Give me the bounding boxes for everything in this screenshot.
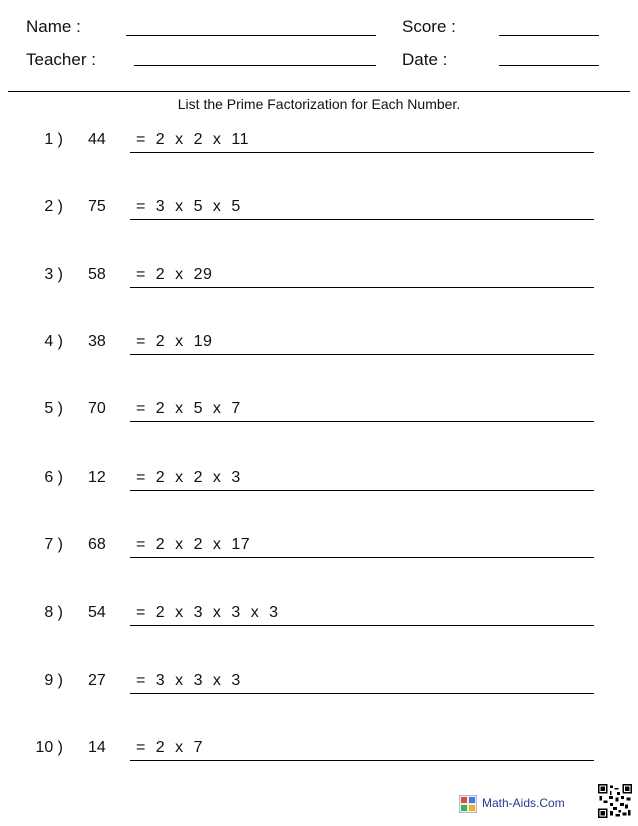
problem-answer[interactable]: = 2 x 29 [136, 266, 213, 283]
teacher-field[interactable] [134, 65, 376, 66]
date-field[interactable] [499, 65, 599, 66]
teacher-label: Teacher : [26, 50, 96, 69]
problem-row [0, 536, 638, 558]
problem-value: 58 [88, 266, 106, 283]
problem-value: 70 [88, 400, 106, 417]
site-link[interactable]: Math-Aids.Com [482, 796, 565, 810]
problem-value: 27 [88, 672, 106, 689]
header-divider [8, 91, 630, 92]
problem-row [0, 266, 638, 288]
problem-number: 9 ) [44, 672, 63, 689]
calculator-icon [459, 795, 477, 813]
problem-row [0, 131, 638, 153]
problem-number: 3 ) [44, 266, 63, 283]
answer-line [130, 152, 594, 153]
problem-value: 68 [88, 536, 106, 553]
problem-number: 7 ) [44, 536, 63, 553]
problem-number: 8 ) [44, 604, 63, 621]
answer-line [130, 625, 594, 626]
problem-row [0, 400, 638, 422]
name-label: Name : [26, 17, 81, 36]
answer-line [130, 760, 594, 761]
problem-row [0, 469, 638, 491]
problem-value: 44 [88, 131, 106, 148]
problem-number: 1 ) [44, 131, 63, 148]
answer-line [130, 219, 594, 220]
problem-row [0, 672, 638, 694]
problem-number: 2 ) [44, 198, 63, 215]
problem-answer[interactable]: = 3 x 3 x 3 [136, 672, 241, 689]
problem-value: 14 [88, 739, 106, 756]
instructions: List the Prime Factorization for Each Number. [177, 96, 461, 112]
answer-line [130, 693, 594, 694]
problem-row [0, 739, 638, 761]
problem-number: 4 ) [44, 333, 63, 350]
score-field[interactable] [499, 35, 599, 36]
problem-row [0, 198, 638, 220]
problem-answer[interactable]: = 2 x 2 x 3 [136, 469, 241, 486]
problem-row [0, 604, 638, 626]
problem-answer[interactable]: = 2 x 2 x 17 [136, 536, 251, 553]
answer-line [130, 490, 594, 491]
qr-code-icon [598, 784, 632, 818]
answer-line [130, 557, 594, 558]
problem-answer[interactable]: = 2 x 7 [136, 739, 203, 756]
problem-answer[interactable]: = 2 x 2 x 11 [136, 131, 249, 148]
score-label: Score : [402, 17, 456, 36]
problem-answer[interactable]: = 2 x 5 x 7 [136, 400, 241, 417]
problem-answer[interactable]: = 3 x 5 x 5 [136, 198, 241, 215]
answer-line [130, 287, 594, 288]
problem-number: 6 ) [44, 469, 63, 486]
answer-line [130, 421, 594, 422]
answer-line [130, 354, 594, 355]
problem-answer[interactable]: = 2 x 19 [136, 333, 213, 350]
date-label: Date : [402, 50, 448, 69]
problem-number: 10 ) [35, 739, 63, 756]
problem-value: 54 [88, 604, 106, 621]
problem-answer[interactable]: = 2 x 3 x 3 x 3 [136, 604, 279, 621]
problem-row [0, 333, 638, 355]
problem-number: 5 ) [44, 400, 63, 417]
problem-value: 75 [88, 198, 106, 215]
problem-value: 38 [88, 333, 106, 350]
problem-value: 12 [88, 469, 106, 486]
name-field[interactable] [126, 35, 376, 36]
